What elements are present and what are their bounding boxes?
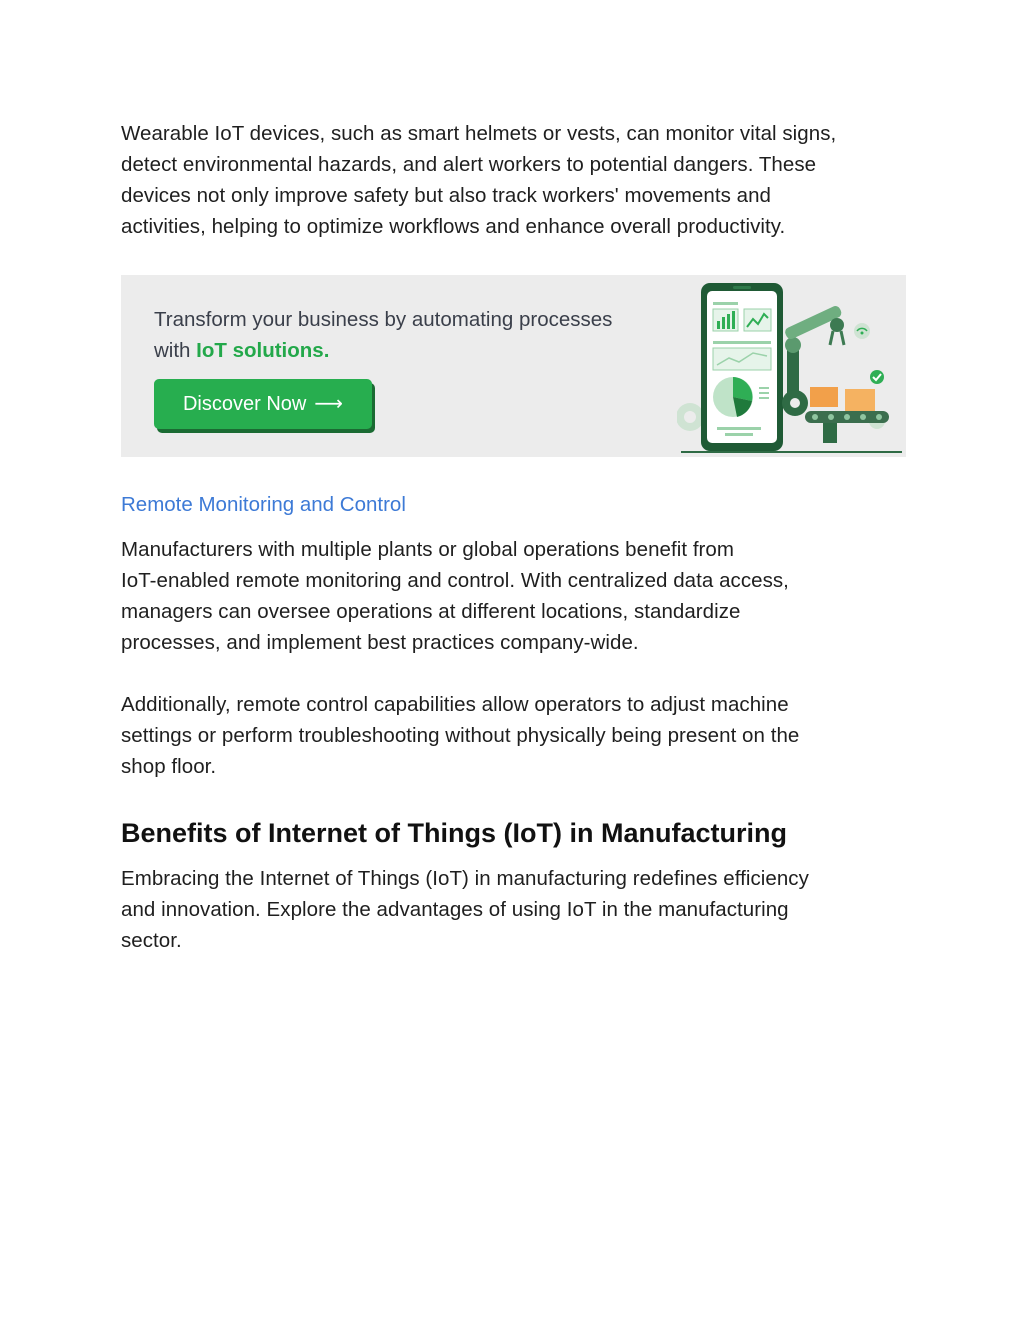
benefits-line: and innovation. Explore the advantages of using IoT in the manufacturing [121,898,789,921]
benefits-paragraph [121,863,911,956]
remote-p1-line: IoT-enabled remote monitoring and control. With centralized data access, [121,569,789,592]
arrow-right-icon: ⟶ [314,393,344,415]
intro-line: Wearable IoT devices, such as smart helmets or vests, can monitor vital signs, [121,122,837,145]
subheading-remote-monitoring: Remote Monitoring and Control [121,493,406,516]
iot-illustration [677,281,902,453]
document-page [121,118,911,956]
banner-accent-text: IoT solutions. [196,339,330,362]
remote-p2-line: Additionally, remote control capabilities allow operators to adjust machine [121,693,789,716]
intro-line: detect environmental hazards, and alert workers to potential dangers. These [121,153,817,176]
remote-p2-line: settings or perform troubleshooting without physically being present on the [121,724,800,747]
remote-paragraph-2 [121,689,911,782]
benefits-heading: Benefits of Internet of Things (IoT) in Manufacturing [121,818,787,848]
smartphone-icon [701,283,783,451]
banner-text [154,304,612,366]
remote-p1-line: managers can oversee operations at different locations, standardize [121,600,741,623]
intro-paragraph [121,118,911,242]
intro-line: activities, helping to optimize workflows and enhance overall productivity. [121,215,786,238]
intro-line: devices not only improve safety but also track workers' movements and [121,184,771,207]
benefits-line: Embracing the Internet of Things (IoT) in manufacturing redefines efficiency [121,867,809,890]
discover-now-label: Discover Now [182,393,307,415]
remote-p2-line: shop floor. [121,755,217,778]
check-icon [870,370,884,384]
gear-icon [677,403,704,431]
remote-paragraph-1 [121,534,911,658]
banner-line-2-prefix: with [154,339,197,362]
benefits-line: sector. [121,929,182,952]
banner-line-1: Transform your business by automating processes [154,308,613,331]
remote-p1-line: Manufacturers with multiple plants or global operations benefit from [121,538,735,561]
remote-p1-line: processes, and implement best practices company-wide. [121,631,639,654]
discover-now-button[interactable] [154,379,372,429]
promo-banner[interactable] [121,275,906,457]
wifi-icon [854,323,870,339]
